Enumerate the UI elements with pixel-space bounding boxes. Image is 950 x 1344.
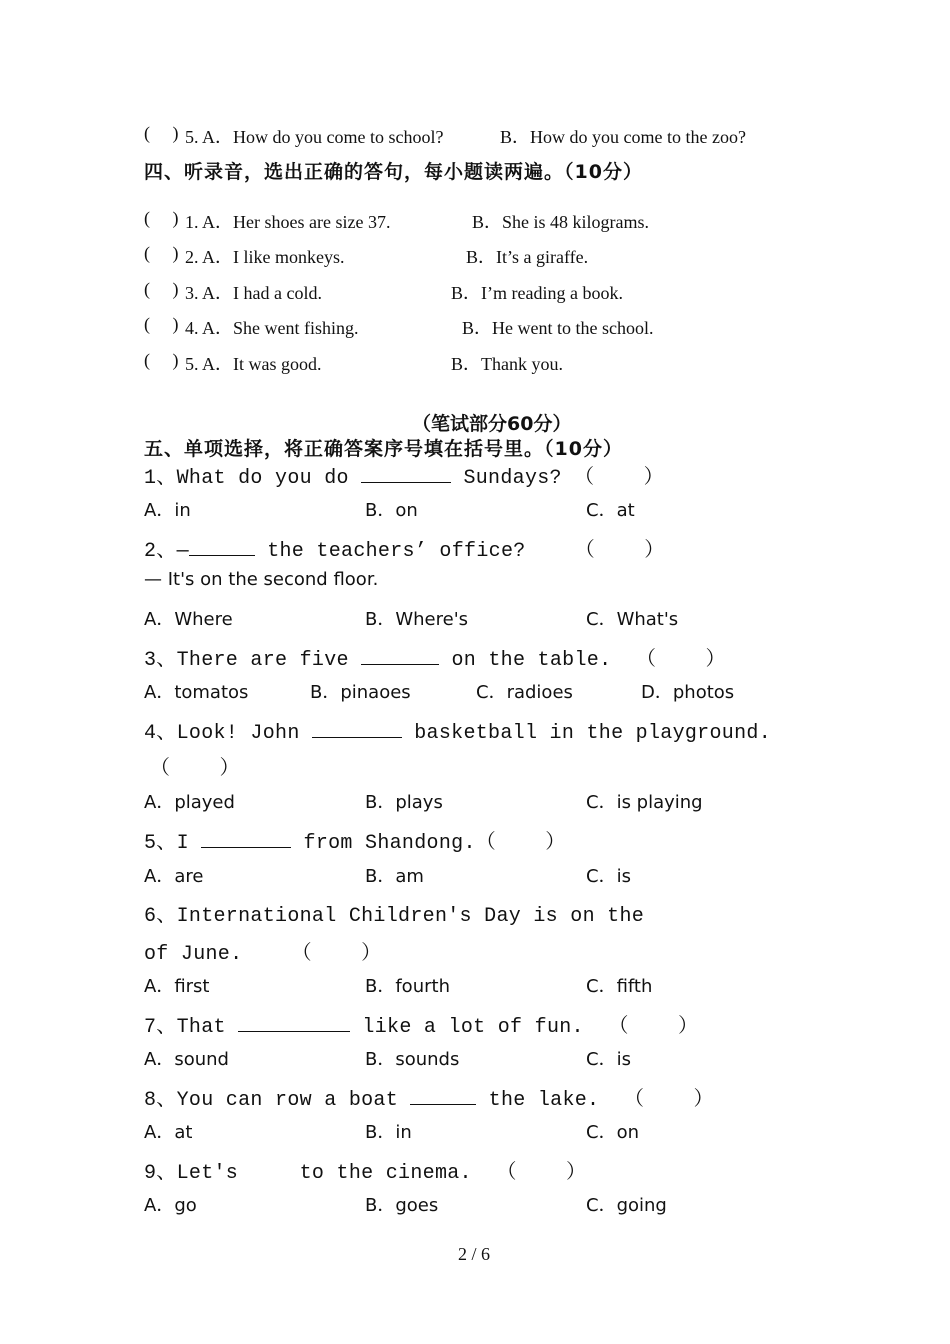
question-6-line-2: of June. （ ） bbox=[144, 943, 382, 966]
listening-option-a: 5. A．It was good. bbox=[185, 354, 322, 374]
option-c: C．radioes bbox=[476, 682, 573, 703]
option-b: B．sounds bbox=[365, 1049, 460, 1070]
option-b: B．Where's bbox=[365, 609, 469, 630]
question-2: 2、— the teachers’ office? （ ） bbox=[144, 540, 665, 563]
question-2-answer: — It's on the second floor. bbox=[144, 569, 379, 590]
option-a: A．at bbox=[144, 1122, 193, 1143]
listening-option-a: 1. A．Her shoes are size 37. bbox=[185, 212, 391, 232]
question-8: 8、You can row a boat the lake. （ ） bbox=[144, 1089, 714, 1112]
option-c: C．at bbox=[586, 500, 635, 521]
option-c: C．What's bbox=[586, 609, 679, 630]
option-b: B．am bbox=[365, 866, 424, 887]
section-5-title: 五、单项选择，将正确答案序号填在括号里。（10分） bbox=[144, 438, 623, 460]
listening-option-b: B．I’m reading a book. bbox=[451, 283, 623, 303]
option-c: C．fifth bbox=[586, 976, 653, 997]
written-part-heading: （笔试部分60分） bbox=[412, 413, 572, 435]
listening-option-a: 4. A．She went fishing. bbox=[185, 318, 359, 338]
option-d: D．photos bbox=[641, 682, 735, 703]
option-b: B．plays bbox=[365, 792, 443, 813]
listening-option-a: 3. A．I had a cold. bbox=[185, 283, 322, 303]
option-c: C．is playing bbox=[586, 792, 703, 813]
answer-paren: ( ) bbox=[144, 350, 179, 370]
option-a: A．Where bbox=[144, 609, 233, 630]
answer-paren: ( ) bbox=[144, 123, 179, 143]
question-4: 4、Look! John basketball in the playground. bbox=[144, 722, 771, 745]
section-4-title: 四、听录音，选出正确的答句，每小题读两遍。（10分） bbox=[144, 161, 643, 183]
question-1: 1、What do you do Sundays? （ ） bbox=[144, 467, 664, 490]
question-3: 3、There are five on the table. （ ） bbox=[144, 649, 726, 672]
listening-option-b: B．Thank you. bbox=[451, 354, 563, 374]
option-a: A．in bbox=[144, 500, 191, 521]
option-c: C．is bbox=[586, 1049, 631, 1070]
listening-option-b: B．How do you come to the zoo? bbox=[500, 127, 746, 147]
option-a: A．go bbox=[144, 1195, 197, 1216]
listening-option-a: 2. A．I like monkeys. bbox=[185, 247, 345, 267]
answer-paren: ( ) bbox=[144, 208, 179, 228]
option-b: B．on bbox=[365, 500, 418, 521]
listening-option-b: B．She is 48 kilograms. bbox=[472, 212, 650, 232]
option-b: B．goes bbox=[365, 1195, 439, 1216]
option-c: C．on bbox=[586, 1122, 639, 1143]
option-a: A．are bbox=[144, 866, 204, 887]
answer-paren: ( ) bbox=[144, 314, 179, 334]
option-a: A．first bbox=[144, 976, 210, 997]
option-c: C．going bbox=[586, 1195, 667, 1216]
answer-paren: （ ） bbox=[150, 758, 240, 781]
question-5: 5、I from Shandong.（ ） bbox=[144, 832, 566, 855]
answer-paren: ( ) bbox=[144, 243, 179, 263]
listening-option-b: B．It’s a giraffe. bbox=[466, 247, 589, 267]
option-b: B．fourth bbox=[365, 976, 450, 997]
question-9: 9、Let's to the cinema. （ ） bbox=[144, 1162, 587, 1185]
option-a: A．tomatos bbox=[144, 682, 249, 703]
option-b: B．pinaoes bbox=[310, 682, 411, 703]
listening-option-a: 5. A．How do you come to school? bbox=[185, 127, 444, 147]
question-7: 7、That like a lot of fun. （ ） bbox=[144, 1016, 699, 1039]
option-a: A．sound bbox=[144, 1049, 229, 1070]
option-a: A．played bbox=[144, 792, 235, 813]
option-c: C．is bbox=[586, 866, 631, 887]
question-6-line-1: 6、International Children's Day is on the bbox=[144, 905, 645, 928]
listening-option-b: B．He went to the school. bbox=[462, 318, 654, 338]
option-b: B．in bbox=[365, 1122, 412, 1143]
page-number: 2 / 6 bbox=[458, 1244, 491, 1264]
answer-paren: ( ) bbox=[144, 279, 179, 299]
